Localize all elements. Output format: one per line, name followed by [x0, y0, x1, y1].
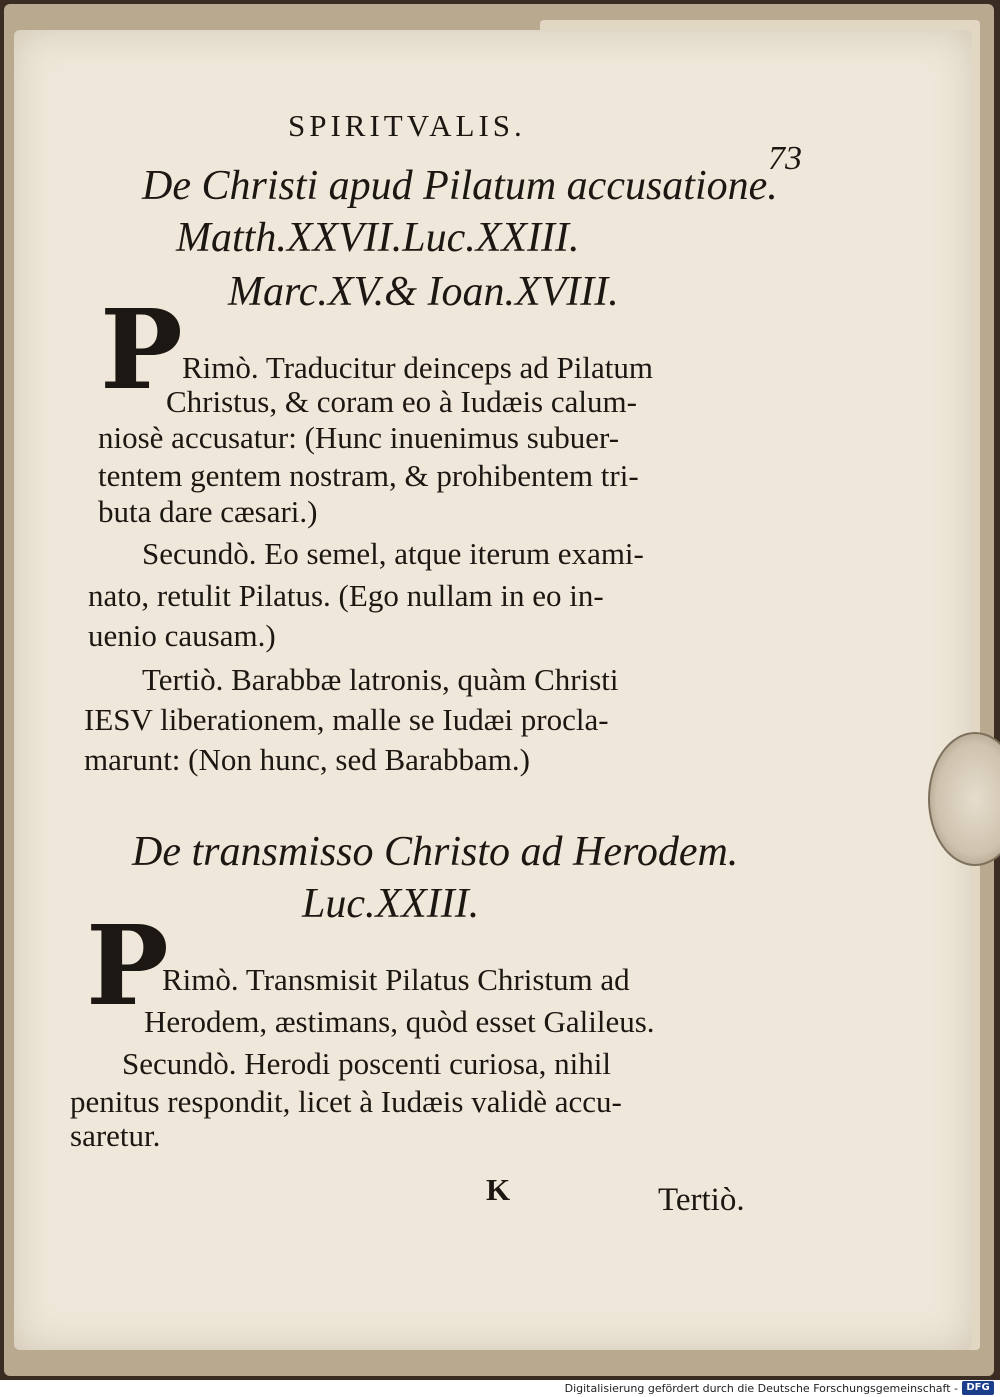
section1-heading-line-2: Matth.XXVII.Luc.XXIII. [176, 215, 580, 261]
section1-heading-line-3: Marc.XV.& Ioan.XVIII. [228, 269, 619, 315]
section2-line-3: Secundò. Herodi poscenti curiosa, nihil [122, 1046, 612, 1081]
section2-line-2: Herodem, æstimans, quòd esset Galileus. [144, 1004, 655, 1039]
section1-line-6: Secundò. Eo semel, atque iterum exami- [142, 536, 644, 571]
dfg-logo: DFG [962, 1381, 994, 1395]
page-number: 73 [768, 140, 802, 177]
section1-line-7: nato, retulit Pilatus. (Ego nullam in eo in- [88, 578, 604, 613]
section1-line-11: marunt: (Non hunc, sed Barabbam.) [84, 742, 530, 777]
section1-heading-line-1: De Christi apud Pilatum accusatione. [142, 163, 778, 209]
section1-line-3: niosè accusatur: (Hunc inuenimus subuer- [98, 420, 620, 455]
signature-mark: K [486, 1172, 511, 1207]
section1-line-10: IESV liberationem, malle se Iudæi procla- [84, 702, 609, 737]
section1-line-2: Christus, & coram eo à Iudæis calum- [166, 384, 637, 419]
section1-line-1: Rimò. Traducitur deinceps ad Pilatum [182, 350, 653, 385]
section1-dropcap: P [100, 285, 183, 414]
section1-line-8: uenio causam.) [88, 618, 276, 653]
section1-line-9: Tertiò. Barabbæ latronis, quàm Christi [142, 662, 619, 697]
section1-line-5: buta dare cæsari.) [98, 494, 318, 529]
section2-line-1: Rimò. Transmisit Pilatus Christum ad [162, 962, 630, 997]
section2-heading-line-1: De transmisso Christo ad Herodem. [132, 829, 739, 875]
credit-bar [0, 1380, 1000, 1397]
section2-dropcap: P [86, 901, 169, 1030]
catchword: Tertiò. [658, 1182, 745, 1218]
credit-text: Digitalisierung gefördert durch die Deutsche Forschungsgemeinschaft - [564, 1382, 958, 1395]
section2-line-4: penitus respondit, licet à Iudæis validè accu- [70, 1084, 622, 1119]
section1-line-4: tentem gentem nostram, & prohibentem tri- [98, 458, 639, 493]
running-head: SPIRITVALIS. [288, 108, 526, 143]
section2-line-5: saretur. [70, 1118, 161, 1153]
section2-heading-line-2: Luc.XXIII. [302, 881, 480, 927]
